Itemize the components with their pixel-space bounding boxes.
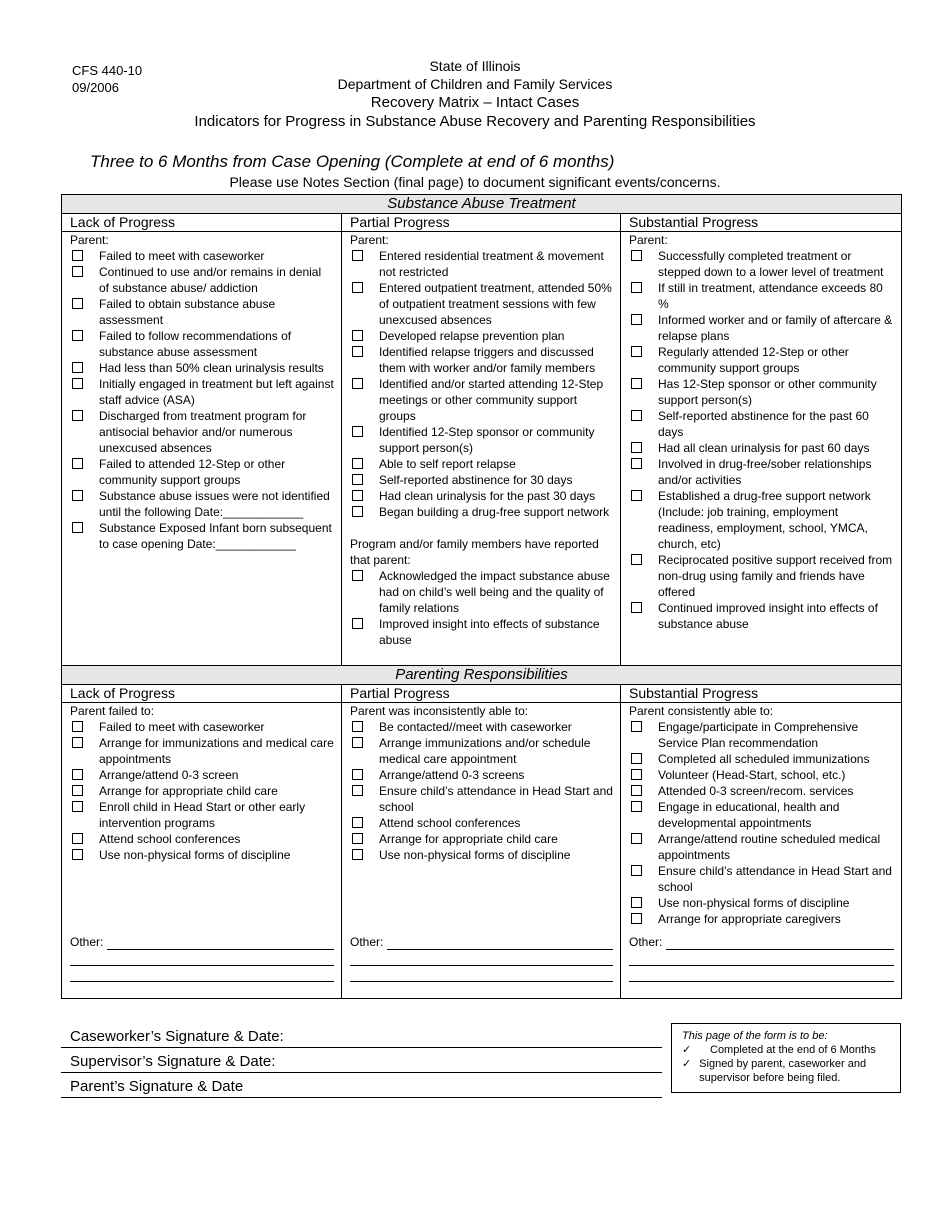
checklist-item xyxy=(629,344,894,376)
checklist-item xyxy=(350,568,613,616)
checklist-item-label: Involved in drug-free/sober relationships and/or activities xyxy=(658,457,872,487)
checklist-item-label: Had clean urinalysis for the past 30 days xyxy=(379,489,596,503)
checklist-item-label: Arrange for appropriate child care xyxy=(99,784,278,798)
checklist-item-label: Identified and/or started attending 12-Step meetings or other community support groups xyxy=(379,377,604,423)
checklist-item-label: Identified relapse triggers and discussed them with worker and/or family members xyxy=(379,345,596,375)
checklist-item-label: Arrange for appropriate child care xyxy=(379,832,558,846)
checklist-item-label: Had all clean urinalysis for past 60 days xyxy=(658,441,870,455)
column-header-partial: Partial Progress xyxy=(342,214,621,232)
section-title-substance: Substance Abuse Treatment xyxy=(62,195,902,214)
cell-lead: Parent was inconsistently able to: xyxy=(350,704,529,718)
checkbox[interactable] xyxy=(352,378,363,389)
checklist-item xyxy=(629,488,894,552)
checklist-item xyxy=(70,376,334,408)
checklist-item-label: Identified 12-Step sponsor or community support person(s) xyxy=(379,425,595,455)
checklist-item xyxy=(70,488,334,520)
checklist-item-label: Continued improved insight into effects of substance abuse xyxy=(658,601,878,631)
checklist-item-label: Enroll child in Head Start or other early intervention programs xyxy=(99,800,306,830)
check-icon: ✓ xyxy=(682,1044,692,1056)
checklist-item xyxy=(629,719,894,751)
other-field[interactable] xyxy=(350,934,613,950)
checklist-item xyxy=(70,296,334,328)
header-subtitle: Indicators for Progress in Substance Abuse Recovery and Parenting Responsibilities xyxy=(194,113,756,130)
checklist-item xyxy=(350,767,613,783)
checkbox[interactable] xyxy=(72,458,83,469)
column-header-lack: Lack of Progress xyxy=(62,685,342,703)
checkbox[interactable] xyxy=(72,721,83,732)
other-label: Other: xyxy=(70,935,104,949)
checklist-item-label: Self-reported abstinence for the past 60 days xyxy=(658,409,869,439)
checklist-item-label: Failed to meet with caseworker xyxy=(99,249,265,263)
checklist-item-label: Acknowledged the impact substance abuse had on child’s well being and the quality of family relations xyxy=(379,569,610,615)
checklist-item xyxy=(350,472,613,488)
checklist-item xyxy=(629,280,894,312)
parenting-partial-cell xyxy=(342,703,621,999)
other-line[interactable] xyxy=(70,966,334,982)
checklist-item xyxy=(350,456,613,472)
checkbox[interactable] xyxy=(72,298,83,309)
checklist-item xyxy=(629,799,894,831)
form-date: 09/2006 xyxy=(72,80,119,95)
checkbox[interactable] xyxy=(631,410,642,421)
header-dept: Department of Children and Family Services xyxy=(337,76,613,92)
checkbox[interactable] xyxy=(631,801,642,812)
checkbox[interactable] xyxy=(352,458,363,469)
recovery-matrix xyxy=(61,194,902,999)
checkbox[interactable] xyxy=(352,474,363,485)
checklist-item-label: Discharged from treatment program for antisocial behavior and/or numerous unexcused absences xyxy=(99,409,307,455)
column-header-substantial: Substantial Progress xyxy=(621,685,902,703)
checklist-item-label: Had less than 50% clean urinalysis results xyxy=(99,361,324,375)
supervisor-signature-line[interactable]: Supervisor’s Signature & Date: xyxy=(61,1051,662,1073)
checkbox[interactable] xyxy=(352,346,363,357)
checklist-item xyxy=(629,312,894,344)
checklist-item-label: Failed to obtain substance abuse assessment xyxy=(99,297,276,327)
checklist-item xyxy=(70,799,334,831)
checklist-item-label: Arrange/attend 0-3 screens xyxy=(379,768,525,782)
checkbox[interactable] xyxy=(631,442,642,453)
checkbox[interactable] xyxy=(72,737,83,748)
other-field[interactable] xyxy=(70,934,334,950)
checkbox[interactable] xyxy=(631,378,642,389)
checklist-item xyxy=(350,504,613,520)
checklist-item-label: Improved insight into effects of substance abuse xyxy=(379,617,600,647)
checkbox[interactable] xyxy=(631,602,642,613)
checkbox[interactable] xyxy=(72,833,83,844)
checkbox[interactable] xyxy=(352,721,363,732)
checklist-item-label: Substance abuse issues were not identified until the following Date:____________ xyxy=(99,489,330,519)
checklist-item-label: Regularly attended 12-Step or other community support groups xyxy=(658,345,849,375)
checkbox[interactable] xyxy=(352,506,363,517)
checklist-item-label: Able to self report relapse xyxy=(379,457,516,471)
period-heading: Three to 6 Months from Case Opening (Complete at end of 6 months) xyxy=(90,152,615,171)
checklist-item-label: Arrange immunizations and/or schedule medical care appointment xyxy=(379,736,591,766)
checklist-item-label: Has 12-Step sponsor or other community support person(s) xyxy=(658,377,877,407)
other-label: Other: xyxy=(629,935,663,949)
cell-lead-secondary: Program and/or family members have reported that parent: xyxy=(350,537,599,567)
checkbox[interactable] xyxy=(72,378,83,389)
section-title-parenting: Parenting Responsibilities xyxy=(62,666,902,685)
notes-instruction: Please use Notes Section (final page) to document significant events/concerns. xyxy=(229,174,721,190)
checkbox[interactable] xyxy=(631,490,642,501)
checklist-item xyxy=(629,767,894,783)
checklist-item-label: Entered residential treatment & movement not restricted xyxy=(379,249,604,279)
checkbox[interactable] xyxy=(631,897,642,908)
checkbox[interactable] xyxy=(72,362,83,373)
checkbox[interactable] xyxy=(631,458,642,469)
checklist-item xyxy=(629,248,894,280)
checkbox[interactable] xyxy=(352,769,363,780)
checklist-item xyxy=(70,248,334,264)
checklist xyxy=(70,719,334,863)
checklist-item xyxy=(629,552,894,600)
checklist-item-label: Substance Exposed Infant born subsequent to case opening Date:____________ xyxy=(99,521,332,551)
checklist-item-label: Use non-physical forms of discipline xyxy=(658,896,850,910)
checklist xyxy=(350,568,613,648)
checkbox[interactable] xyxy=(72,769,83,780)
checkbox[interactable] xyxy=(352,618,363,629)
checklist-item xyxy=(70,264,334,296)
checkbox[interactable] xyxy=(352,490,363,501)
checklist-item-label: Self-reported abstinence for 30 days xyxy=(379,473,573,487)
cell-lead: Parent: xyxy=(350,233,389,247)
checklist-item-label: Volunteer (Head-Start, school, etc.) xyxy=(658,768,846,782)
checkbox[interactable] xyxy=(631,314,642,325)
checkbox[interactable] xyxy=(72,522,83,533)
other-line[interactable] xyxy=(629,950,894,966)
checklist-item-label: Entered outpatient treatment, attended 50% of outpatient treatment sessions with few unexcused absences xyxy=(379,281,612,327)
caseworker-signature-line[interactable]: Caseworker’s Signature & Date: xyxy=(61,1026,662,1048)
checklist-item-label: Ensure child’s attendance in Head Start and school xyxy=(379,784,613,814)
checklist-item xyxy=(629,831,894,863)
checklist-item xyxy=(629,440,894,456)
checklist-item-label: Initially engaged in treatment but left against staff advice (ASA) xyxy=(99,377,334,407)
checklist-item xyxy=(70,767,334,783)
checklist-item-label: Began building a drug-free support network xyxy=(379,505,610,519)
cell-lead: Parent: xyxy=(629,233,668,247)
checkbox[interactable] xyxy=(352,785,363,796)
cell-lead: Parent failed to: xyxy=(70,704,155,718)
checklist-item-label: Failed to follow recommendations of substance abuse assessment xyxy=(99,329,292,359)
checklist-item-label: Failed to meet with caseworker xyxy=(99,720,265,734)
checkbox[interactable] xyxy=(352,570,363,581)
checklist-item xyxy=(629,600,894,632)
checklist-item xyxy=(350,719,613,735)
checklist-item xyxy=(350,616,613,648)
check-icon: ✓ xyxy=(682,1058,692,1070)
checkbox[interactable] xyxy=(631,721,642,732)
checklist xyxy=(629,719,894,927)
checkbox[interactable] xyxy=(631,769,642,780)
checklist-item-label: Arrange for appropriate caregivers xyxy=(658,912,841,926)
header-state: State of Illinois xyxy=(429,58,521,74)
instruction-item: Signed by parent, caseworker and supervisor before being filed. xyxy=(699,1058,867,1084)
checklist-item xyxy=(70,408,334,456)
checkbox[interactable] xyxy=(72,801,83,812)
checklist-item xyxy=(350,328,613,344)
checklist-item-label: Continued to use and/or remains in denial of substance abuse/ addiction xyxy=(99,265,322,295)
checkbox[interactable] xyxy=(631,554,642,565)
checkbox[interactable] xyxy=(72,490,83,501)
checklist-item xyxy=(70,456,334,488)
checklist xyxy=(350,719,613,863)
checklist-item xyxy=(70,735,334,767)
checkbox[interactable] xyxy=(631,250,642,261)
checklist-item-label: Attend school conferences xyxy=(99,832,241,846)
checklist-item-label: Developed relapse prevention plan xyxy=(379,329,565,343)
header-title: Recovery Matrix – Intact Cases xyxy=(370,94,580,111)
checklist-item-label: Reciprocated positive support received from non-drug using family and friends have offered xyxy=(658,553,893,599)
substance-substantial-cell xyxy=(621,232,902,666)
checklist-item-label: If still in treatment, attendance exceeds 80 % xyxy=(658,281,883,311)
checklist-item xyxy=(629,911,894,927)
checklist-item xyxy=(70,328,334,360)
checkbox[interactable] xyxy=(72,849,83,860)
checklist-item-label: Arrange/attend 0-3 screen xyxy=(99,768,239,782)
checklist-item-label: Use non-physical forms of discipline xyxy=(379,848,571,862)
checklist-item-label: Established a drug-free support network (Include: job training, employment readiness, employment, school, YMCA, church, etc) xyxy=(658,489,871,551)
column-header-lack: Lack of Progress xyxy=(62,214,342,232)
checklist-item xyxy=(629,783,894,799)
checkbox[interactable] xyxy=(72,785,83,796)
checkbox[interactable] xyxy=(72,250,83,261)
checklist-item-label: Engage in educational, health and developmental appointments xyxy=(658,800,840,830)
checklist-item xyxy=(350,376,613,424)
checklist-item xyxy=(350,488,613,504)
checklist-item-label: Completed all scheduled immunizations xyxy=(658,752,870,766)
checklist-item-label: Failed to attended 12-Step or other community support groups xyxy=(99,457,286,487)
checkbox[interactable] xyxy=(631,785,642,796)
column-header-substantial: Substantial Progress xyxy=(621,214,902,232)
substance-partial-cell xyxy=(342,232,621,666)
column-header-partial: Partial Progress xyxy=(342,685,621,703)
instruction-item: Completed at the end of 6 Months xyxy=(710,1044,876,1056)
checkbox[interactable] xyxy=(352,426,363,437)
checklist-item xyxy=(350,831,613,847)
checklist xyxy=(350,248,613,520)
cell-lead: Parent consistently able to: xyxy=(629,704,774,718)
checkbox[interactable] xyxy=(631,913,642,924)
checklist-item xyxy=(629,376,894,408)
checklist-item xyxy=(629,895,894,911)
checkbox[interactable] xyxy=(352,282,363,293)
checklist-item xyxy=(629,751,894,767)
instructions-box xyxy=(671,1023,901,1093)
checklist-item xyxy=(350,815,613,831)
parent-signature-line[interactable]: Parent’s Signature & Date xyxy=(61,1076,662,1098)
instructions-title: This page of the form is to be: xyxy=(682,1030,828,1042)
checklist-item xyxy=(629,408,894,440)
checkbox[interactable] xyxy=(72,266,83,277)
checkbox[interactable] xyxy=(631,753,642,764)
checklist-item-label: Attend school conferences xyxy=(379,816,521,830)
substance-lack-cell xyxy=(62,232,342,666)
checklist-item-label: Successfully completed treatment or stepped down to a lower level of treatment xyxy=(658,249,884,279)
other-field[interactable] xyxy=(629,934,894,950)
checklist-item xyxy=(350,344,613,376)
checklist-item-label: Arrange/attend routine scheduled medical appointments xyxy=(658,832,881,862)
checklist-item xyxy=(629,863,894,895)
checklist-item xyxy=(70,520,334,552)
checklist-item xyxy=(70,831,334,847)
checklist-item-label: Informed worker and or family of aftercare & relapse plans xyxy=(658,313,893,343)
checkbox[interactable] xyxy=(352,250,363,261)
parenting-substantial-cell xyxy=(621,703,902,999)
checklist-item xyxy=(70,847,334,863)
checklist xyxy=(629,248,894,632)
other-line[interactable] xyxy=(70,950,334,966)
checklist-item xyxy=(350,735,613,767)
checkbox[interactable] xyxy=(631,833,642,844)
other-line[interactable] xyxy=(350,950,613,966)
checklist-item-label: Engage/participate in Comprehensive Service Plan recommendation xyxy=(658,720,859,750)
cell-lead: Parent: xyxy=(70,233,109,247)
checkbox[interactable] xyxy=(352,737,363,748)
other-line[interactable] xyxy=(629,966,894,982)
checkbox[interactable] xyxy=(352,849,363,860)
checklist-item xyxy=(350,424,613,456)
checklist-item-label: Attended 0-3 screen/recom. services xyxy=(658,784,854,798)
checklist-item xyxy=(350,248,613,280)
other-line[interactable] xyxy=(350,966,613,982)
checkbox[interactable] xyxy=(352,833,363,844)
checklist-item xyxy=(70,783,334,799)
checklist-item-label: Ensure child’s attendance in Head Start and school xyxy=(658,864,892,894)
checklist-item xyxy=(350,847,613,863)
checkbox[interactable] xyxy=(72,410,83,421)
checkbox[interactable] xyxy=(631,282,642,293)
checklist-item xyxy=(70,719,334,735)
form-id: CFS 440-10 xyxy=(72,63,143,78)
checklist-item xyxy=(629,456,894,488)
checklist-item xyxy=(70,360,334,376)
form-header xyxy=(0,57,950,131)
parenting-lack-cell xyxy=(62,703,342,999)
checklist-item-label: Use non-physical forms of discipline xyxy=(99,848,291,862)
checklist-item xyxy=(350,783,613,815)
checklist-item-label: Arrange for immunizations and medical care appointments xyxy=(99,736,334,766)
other-label: Other: xyxy=(350,935,384,949)
checkbox[interactable] xyxy=(631,346,642,357)
checklist xyxy=(70,248,334,552)
checkbox[interactable] xyxy=(352,817,363,828)
checkbox[interactable] xyxy=(72,330,83,341)
checklist-item-label: Be contacted//meet with caseworker xyxy=(379,720,572,734)
checkbox[interactable] xyxy=(352,330,363,341)
checklist-item xyxy=(350,280,613,328)
checkbox[interactable] xyxy=(631,865,642,876)
